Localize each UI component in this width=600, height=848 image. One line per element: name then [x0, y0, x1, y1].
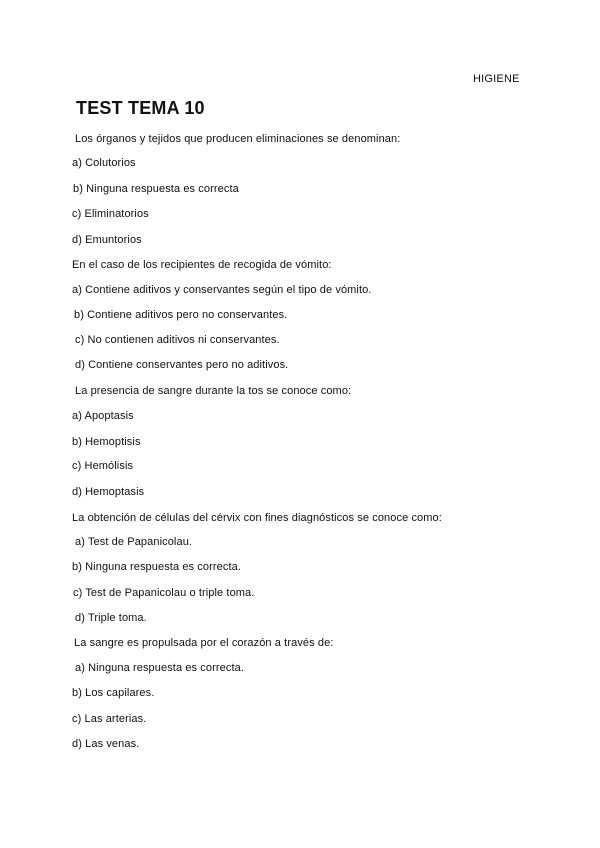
question-4-option-a: a) Test de Papanicolau.	[75, 536, 193, 548]
question-1-option-a: a) Colutorios	[72, 157, 136, 169]
question-5-option-a: a) Ninguna respuesta es correcta.	[75, 662, 244, 674]
question-4-option-c: c) Test de Papanicolau o triple toma.	[73, 587, 255, 599]
question-2-option-a: a) Contiene aditivos y conservantes según el tipo de vómito.	[72, 284, 372, 296]
question-1-prompt: Los órganos y tejidos que producen eliminaciones se denominan:	[75, 133, 401, 145]
question-3-option-c: c) Hemólisis	[72, 460, 134, 472]
question-3-prompt: La presencia de sangre durante la tos se conoce como:	[75, 385, 352, 397]
question-2-option-b: b) Contiene aditivos pero no conservantes.	[74, 309, 288, 321]
question-5-prompt: La sangre es propulsada por el corazón a través de:	[74, 637, 334, 649]
question-4-option-b: b) Ninguna respuesta es correcta.	[72, 561, 241, 573]
question-5-option-c: c) Las arterias.	[72, 713, 147, 725]
question-4-option-d: d) Triple toma.	[75, 612, 147, 624]
question-4-prompt: La obtención de células del cérvix con fines diagnósticos se conoce como:	[72, 512, 442, 524]
question-1-option-b: b) Ninguna respuesta es correcta	[73, 183, 239, 195]
question-3-option-d: d) Hemoptasis	[72, 486, 145, 498]
question-3-option-b: b) Hemoptisis	[72, 436, 141, 448]
page-title: TEST TEMA 10	[76, 98, 205, 118]
question-1-option-c: c) Eliminatorios	[72, 208, 149, 220]
question-2-prompt: En el caso de los recipientes de recogida de vómito:	[72, 259, 332, 271]
question-3-option-a: a) Apoptasis	[72, 410, 134, 422]
question-5-option-b: b) Los capilares.	[72, 687, 155, 699]
subject-header: HIGIENE	[473, 73, 520, 85]
question-2-option-d: d) Contiene conservantes pero no aditivos.	[75, 359, 289, 371]
question-1-option-d: d) Emuntorios	[72, 234, 142, 246]
question-2-option-c: c) No contienen aditivos ni conservantes.	[75, 334, 280, 346]
question-5-option-d: d) Las venas.	[72, 738, 140, 750]
